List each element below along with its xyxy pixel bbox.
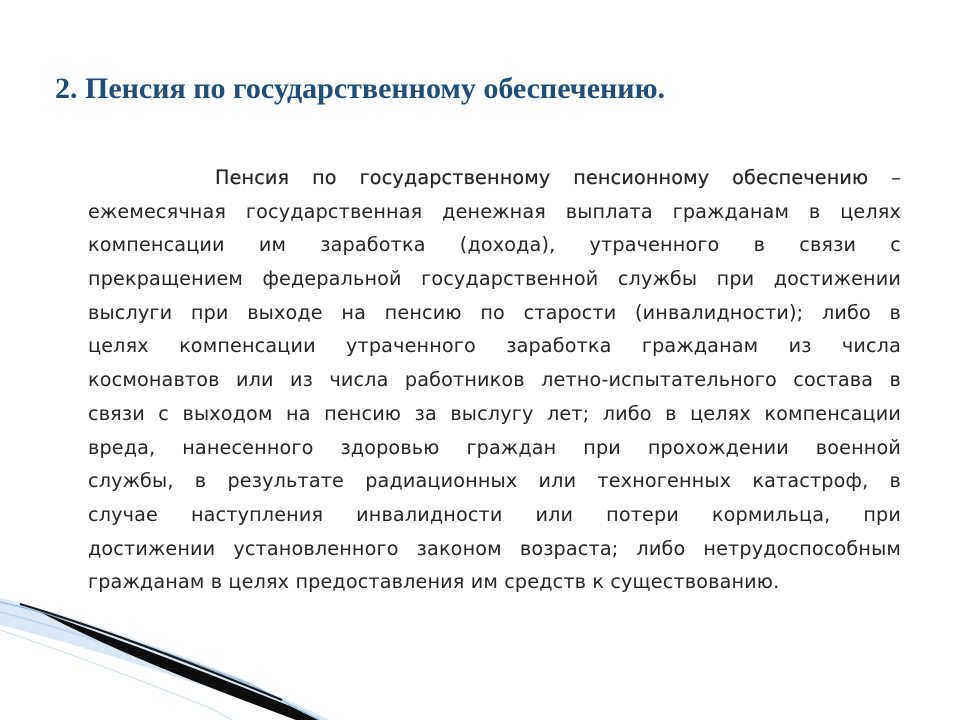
paragraph-line: целях компенсации утраченного заработка гражданам из числа bbox=[88, 334, 901, 358]
paragraph-line: вреда, нанесенного здоровью граждан при прохождении военной bbox=[88, 435, 901, 459]
slide-title: 2. Пенсия по государственному обеспечению. bbox=[55, 72, 666, 105]
swoosh-light-line bbox=[0, 612, 300, 720]
term-dash: – bbox=[868, 166, 901, 189]
paragraph-line-first bbox=[88, 161, 901, 195]
slide-body-paragraph bbox=[88, 161, 901, 599]
swoosh-light-line bbox=[0, 630, 232, 720]
swoosh-light-line bbox=[0, 602, 320, 720]
swoosh-light-band bbox=[0, 598, 330, 720]
swoosh-dark-line bbox=[20, 604, 282, 700]
paragraph-line: прекращением федеральной государственной службы при достижении bbox=[88, 267, 901, 291]
defined-term: Пенсия по государственному пенсионному обеспечению bbox=[215, 166, 869, 189]
paragraph-line: космонавтов или из числа работников летно-испытательного состава в bbox=[88, 368, 901, 392]
paragraph-line: выслуги при выходе на пенсию по старости (инвалидности); либо в bbox=[88, 300, 901, 324]
paragraph-line: компенсации им заработка (дохода), утраченного в связи с bbox=[88, 233, 901, 257]
paragraph-line: случае наступления инвалидности или потери кормильца, при bbox=[88, 502, 901, 526]
paragraph-line: ежемесячная государственная денежная выплата гражданам в целях bbox=[88, 199, 901, 223]
paragraph-line-last: гражданам в целях предоставления им средств к существованию. bbox=[88, 570, 780, 594]
swoosh-dark-wedge bbox=[40, 612, 318, 720]
paragraph-line: связи с выходом на пенсию за выслугу лет; либо в целях компенсации bbox=[88, 401, 901, 425]
paragraph-line: достижении установленного законом возраста; либо нетрудоспособным bbox=[88, 536, 901, 560]
paragraph-line: службы, в результате радиационных или техногенных катастроф, в bbox=[88, 469, 901, 493]
